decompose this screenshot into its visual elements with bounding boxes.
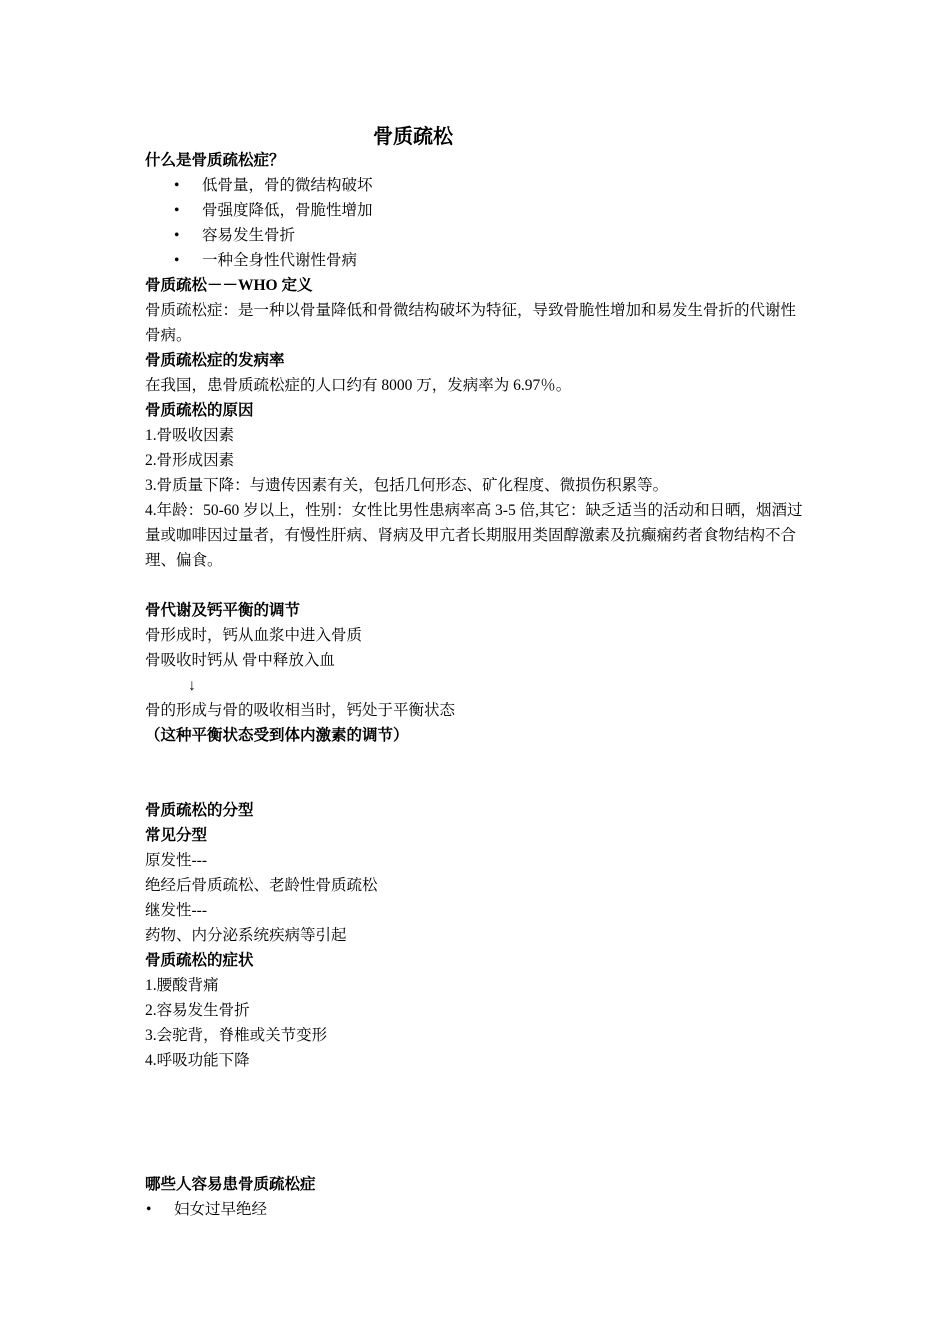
- bullet-marker: •: [146, 1201, 152, 1218]
- bullet-marker: •: [174, 177, 180, 194]
- calcium-line-1: 骨形成时，钙从血浆中进入骨质: [145, 627, 363, 644]
- list-item: 3.骨质量下降：与遗传因素有关，包括几何形态、矿化程度、微损伤积累等。: [145, 477, 669, 494]
- section-subheading-common-types: 常见分型: [145, 827, 208, 844]
- bullet-marker: •: [174, 227, 180, 244]
- page-title: 骨质疏松: [373, 126, 453, 148]
- list-item: 4.年龄：50-60 岁以上，性别：女性比男性患病率高 3-5 倍,其它：缺乏适当的活动和日晒，烟酒过量或咖啡因过量者，有慢性肝病、肾病及甲亢者长期服用类固醇激素及抗癫痫药者食物结构不合理、偏食。: [145, 502, 803, 569]
- list-item: 1.腰酸背痛: [145, 977, 219, 994]
- down-arrow-icon: ↓: [188, 677, 196, 694]
- section-heading-symptoms: 骨质疏松的症状: [145, 952, 254, 969]
- who-definition: 骨质疏松症：是一种以骨量降低和骨微结构破坏为特征，导致骨脆性增加和易发生骨折的代谢性骨病。: [145, 302, 797, 344]
- bullet-marker: •: [174, 252, 180, 269]
- list-item: 原发性---: [145, 852, 207, 869]
- list-item: 3.会驼背，脊椎或关节变形: [145, 1027, 328, 1044]
- list-item: 妇女过早绝经: [174, 1201, 268, 1218]
- list-item: 容易发生骨折: [202, 227, 296, 244]
- list-item: 低骨量，骨的微结构破坏: [202, 177, 373, 194]
- section-heading-calcium: 骨代谢及钙平衡的调节: [145, 602, 301, 619]
- list-item: 2.容易发生骨折: [145, 1002, 250, 1019]
- list-item: 骨强度降低，骨脆性增加: [202, 202, 373, 219]
- list-item: 一种全身性代谢性骨病: [202, 252, 358, 269]
- section-heading-risk-groups: 哪些人容易患骨质疏松症: [145, 1176, 316, 1193]
- list-item: 2.骨形成因素: [145, 452, 235, 469]
- section-heading-incidence: 骨质疏松症的发病率: [145, 352, 285, 369]
- list-item: 4.呼吸功能下降: [145, 1052, 250, 1069]
- section-heading-types: 骨质疏松的分型: [145, 802, 254, 819]
- section-heading-causes: 骨质疏松的原因: [145, 402, 254, 419]
- list-item: 绝经后骨质疏松、老龄性骨质疏松: [145, 877, 378, 894]
- calcium-line-3: 骨的形成与骨的吸收相当时，钙处于平衡状态: [145, 702, 456, 719]
- calcium-note: （这种平衡状态受到体内激素的调节）: [145, 727, 409, 744]
- list-item: 药物、内分泌系统疾病等引起: [145, 927, 347, 944]
- list-item: 继发性---: [145, 902, 207, 919]
- section-heading-what-is: 什么是骨质疏松症？: [145, 152, 285, 169]
- section-heading-who: 骨质疏松－－WHO 定义: [145, 277, 313, 294]
- list-item: 1.骨吸收因素: [145, 427, 235, 444]
- calcium-line-2: 骨吸收时钙从 骨中释放入血: [145, 652, 335, 669]
- incidence-text: 在我国，患骨质疏松症的人口约有 8000 万，发病率为 6.97％。: [145, 377, 572, 394]
- bullet-marker: •: [174, 202, 180, 219]
